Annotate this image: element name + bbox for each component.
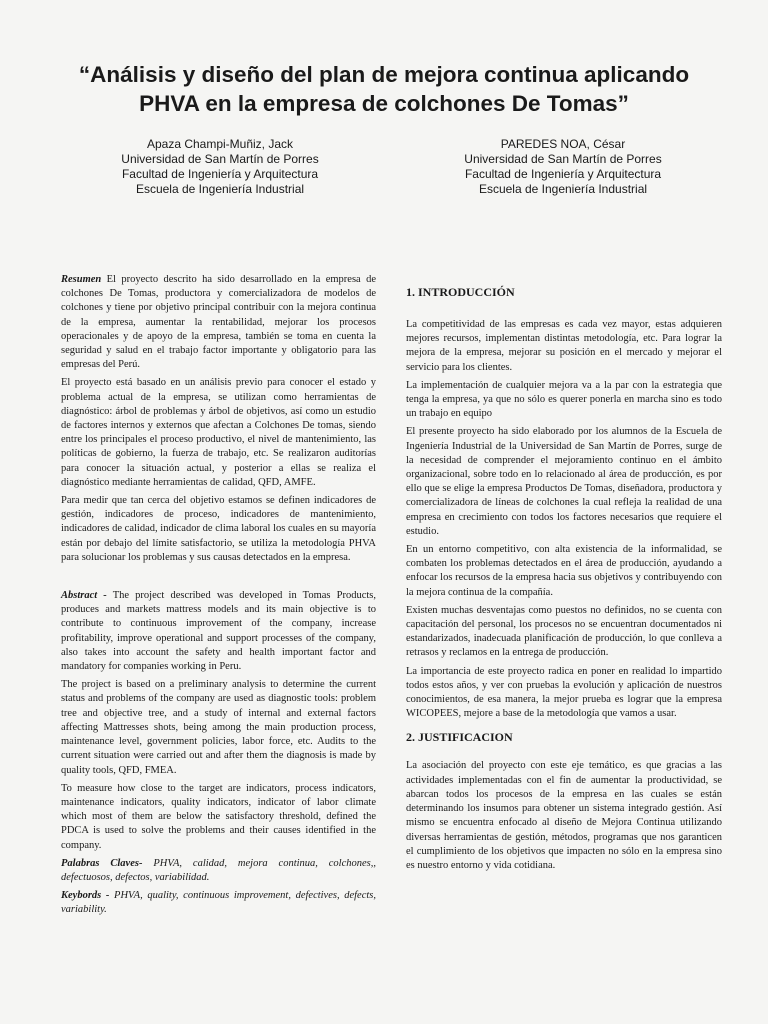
section-heading-justificacion: 2. JUSTIFICACION <box>406 730 513 745</box>
author-university: Universidad de San Martín de Porres <box>464 152 662 166</box>
left-column <box>61 273 376 922</box>
intro-paragraph-2: La implementación de cualquier mejora va a la par con la estrategia que tenga la empresa, ya que no sólo es querer ponerla en marcha sino es todo un trabajo en equipo <box>406 379 722 420</box>
section-heading-introduccion: 1. INTRODUCCIÓN <box>406 285 515 299</box>
keywords-spanish <box>61 857 376 885</box>
author-school: Escuela de Ingeniería Industrial <box>135 182 305 196</box>
resumen-paragraph-3: Para medir que tan cerca del objetivo estamos se definen indicadores de gestión, indicadores de proceso, indicadores de mantenimiento, indicadores de calidad, indicador de clima laboral los cuales en su mayoría están por debajo del límite satisfactorio, se utiliza la metodología PHVA para solucionar los problemas y sus causas detectados en la empresa. <box>61 495 376 563</box>
paper-title <box>40 60 728 118</box>
author-block-2 <box>418 137 708 197</box>
intro-paragraph-4: En un entorno competitivo, con alta existencia de la informalidad, se combaten los problemas detectados en el área de producción, ayudando a enfocar los recursos de la empresa hacia sus objetivos y contribuyendo con la mejora continua de la compañía. <box>406 544 722 598</box>
author-faculty: Facultad de Ingeniería y Arquitectura <box>121 167 319 181</box>
justificacion-paragraph-1: La asociación del proyecto con este eje temático, es que gracias a las actividades implementadas con el fin de aumentar la productividad, se abarcan todos los procesos de la empresa en las cuales se están determinando los insumos para obtener un sistema integrado gestión. Así mismo se encuentra enfocado al diseño de Mejora Continua utilizando diversas herramientas de gestión, métodos, programas que nos garanticen el cumplimiento de los objetivos que impacten no sólo en la empresa sino es nuestro entorno y vida cotidiana. <box>406 760 722 871</box>
abstract-text-1: The project described was developed in Tomas Products, produces and markets mattress models and its main objective is to contribute to continuous improvement of the company, increase profitability, improve operational and support processes of the company, also takes into account the safety and health important factor and mandatory for companies working in Peru. <box>61 590 376 673</box>
title-line-1: “Análisis y diseño del plan de mejora continua aplicando <box>78 62 690 87</box>
author-name: PAREDES NOA, César <box>500 137 626 151</box>
keywords-english <box>61 889 376 917</box>
author-faculty: Facultad de Ingeniería y Arquitectura <box>464 167 662 181</box>
resumen-text-1: El proyecto descrito ha sido desarrollado en la empresa de colchones De Tomas, productora y comercializadora de modelos de colchones y tiene por objetivo principal contribuir con la mejora continua de la empresa, aumentar la rentabilidad, mejorar los procesos operacionales y de apoyo de la empresa, también se toma en cuenta la seguridad y salud en el trabajo factor importante y obligatorio para las empresas del Perú. <box>61 274 376 371</box>
abstract-paragraph-1 <box>61 589 376 674</box>
intro-paragraph-5: Existen muchas desventajas como puestos no definidos, no se cuenta con capacitación del personal, los procesos no se encuentran documentados ni estandarizados, inadecuada planificación de producción, lo que conlleva a retrasos y reclamos en la entrega de producción. <box>406 604 722 659</box>
author-university: Universidad de San Martín de Porres <box>121 152 319 166</box>
author-school: Escuela de Ingeniería Industrial <box>478 182 648 196</box>
resumen-paragraph-2: El proyecto está basado en un análisis previo para conocer el estado y problema actual de la empresa, se utilizan como herramientas de diagnóstico: árbol de problemas y árbol de objetivos, así como un estudio de factores internos y externos que afectan a Colchones De tomas, siendo entre los principales el proceso productivo, el nivel de mantenimiento, las políticas de gobierno, la fuerza de trabajo, etc. Se realizaron auditorías para conocer la situación actual, y posterior a ellas se realiza el diagnóstico mediante herramientas de calidad, QFD, AMFE. <box>61 377 376 488</box>
keywords-spanish-text: PHVA, calidad, mejora continua, colchones,, defectuosos, defectos, variabilidad. <box>61 857 377 883</box>
intro-paragraph-6: La importancia de este proyecto radica en poner en realidad lo impartido todos estos años, y ver con pruebas la evolución y aplicación de nuestros conocimientos, de esa manera, la mejor prueba es lograr que la empresa WICOPEES, mejore a base de la metodología que vamos a usar. <box>406 665 722 720</box>
resumen-label: Resumen <box>61 274 102 285</box>
author-name: Apaza Champi-Muñiz, Jack <box>146 137 294 151</box>
abstract-paragraph-2: The project is based on a preliminary analysis to determine the current status and problems of the company are used as diagnostic tools: problem tree and objective tree, and a study of internal and external factors affecting Mattresses shots, being among the main production process, maintenance level, government policies, labor force, etc. Audits to the current situation were carried out and after them the diagnosis is made by quality tools, QFD, FMEA. <box>61 679 376 776</box>
author-block-1 <box>80 137 360 197</box>
keywords-english-text: PHVA, quality, continuous improvement, defectives, defects, variability. <box>61 890 377 916</box>
spacer <box>61 569 376 589</box>
keywords-english-label: Keybords - <box>61 890 110 902</box>
intro-paragraph-3: El presente proyecto ha sido elaborado por los alumnos de la Escuela de Ingeniería Industrial de la Universidad de San Martín de Porres, surge de la necesidad de comprender el mejoramiento continuo en el ámbito organizacional, sobre todo en lo relacionado al área de producción, es por ello que se elige la empresa Productos De Tomas, diseñadora, productora y comercializadora de líneas de colchones la cual refleja la realidad de una empresa en crecimiento con todos los factores necesarios que requiere el estudio. <box>406 426 722 537</box>
abstract-label: Abstract - <box>61 590 107 602</box>
resumen-paragraph-1 <box>61 273 376 372</box>
keywords-spanish-label: Palabras Claves- <box>61 857 143 869</box>
abstract-paragraph-3: To measure how close to the target are indicators, process indicators, maintenance indicators, quality indicators, indicator of labor climate which most of them are below the satisfactory threshold, defined the PDCA is used to solve the problems and their causes identified in the company. <box>61 782 376 851</box>
title-line-2: PHVA en la empresa de colchones De Tomas” <box>139 91 629 116</box>
intro-paragraph-1: La competitividad de las empresas es cada vez mayor, estas adquieren mejores recursos, implementan distintas metodología, etc. Para lograr la mejora de la empresa, mejorar su posición en el mercado y mejorar el servicio para los clientes. <box>406 319 722 373</box>
right-column <box>406 284 722 877</box>
